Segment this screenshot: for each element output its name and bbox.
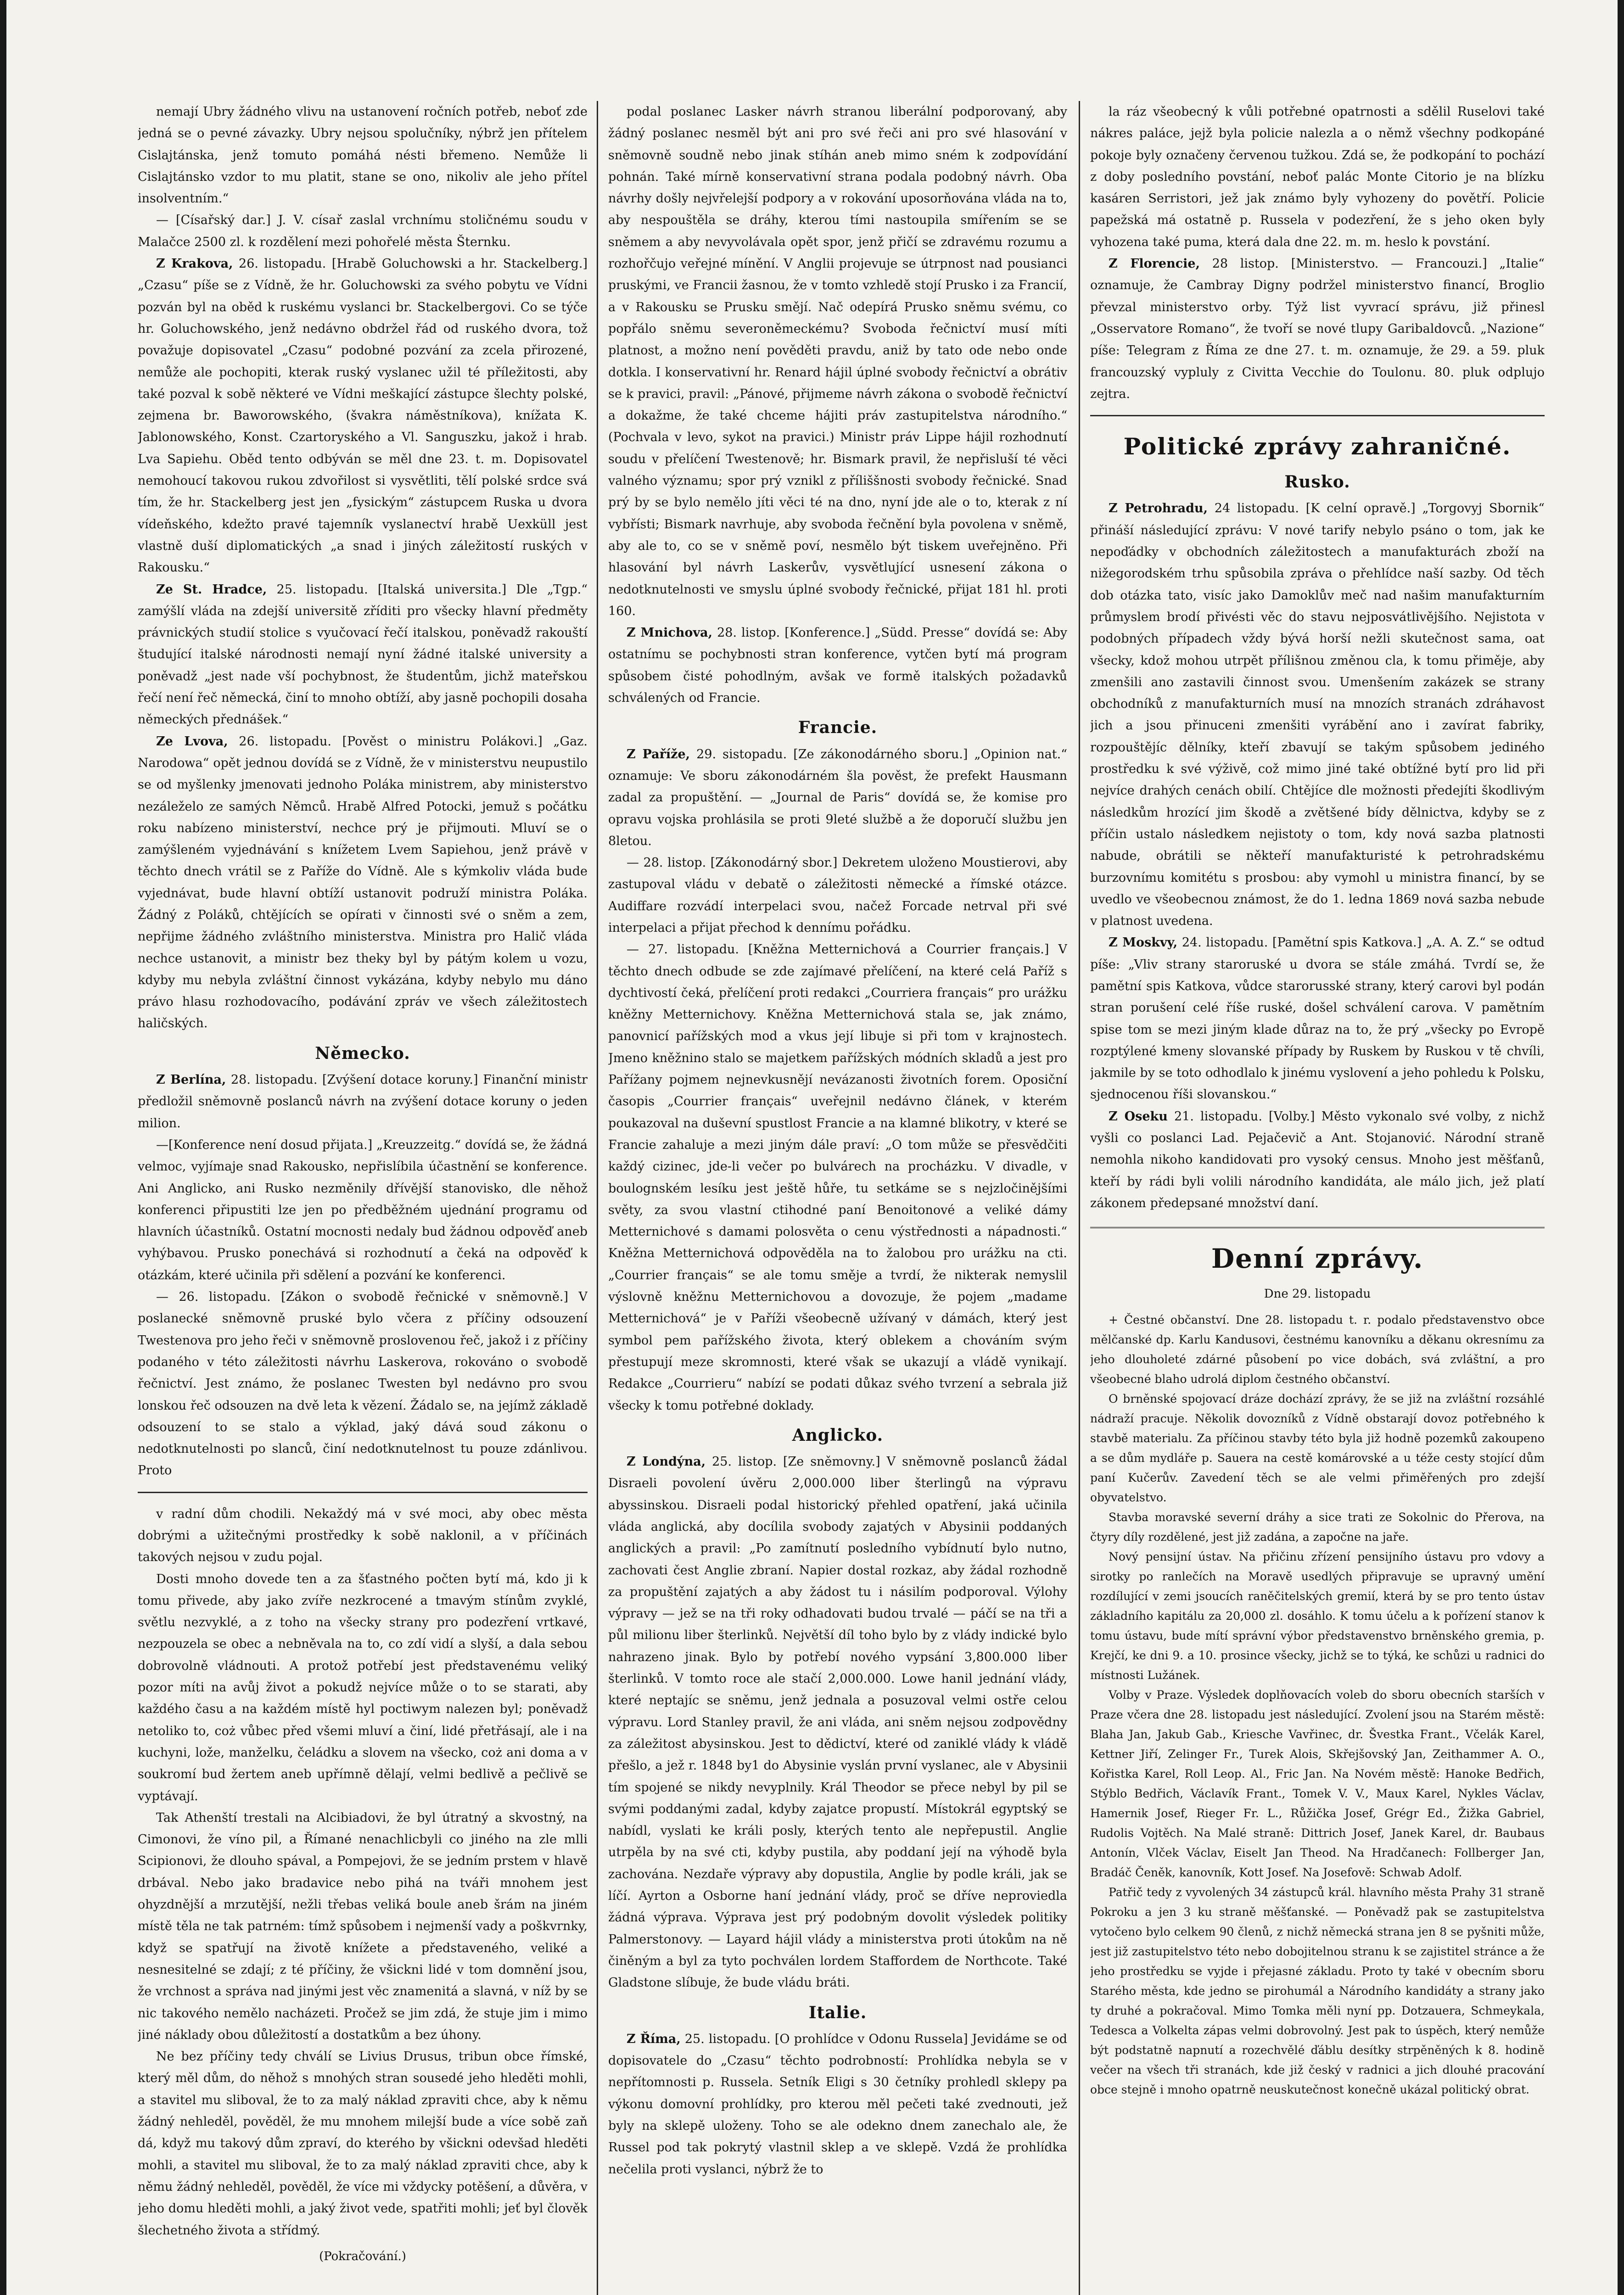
place-name: Z Berlína, [156, 1073, 226, 1087]
column-rule-1 [597, 101, 598, 2295]
section-heading-nemecko: Německo. [315, 1043, 410, 1063]
dateline: Dne 29. listopadu [1264, 1287, 1371, 1301]
section-heading-anglicko: Anglicko. [792, 1425, 884, 1445]
feuilleton-paragraph: Ne bez příčiny tedy chválí se Livius Drusus, tribun obce římské, který měl dům, do něhož s mnohých stran sousedé jeho hleděti mohli, a stavitel mu sliboval, že to za malý náklad zpraviti chce, aby k němu žádný nehleděl, pověděl, že mu mnohem milejší bude a více sobě zaň dá, když mu takový dům zpraví, do kterého by všickni odevšad hleděti mohli, a stavitel mu sliboval, že to za malý náklad zpraviti chce, aby k němu žádný nehleděl, pověděl, že více mi vždycky potěšení, a důvěra, v jeho domu hleděti mohli, a jaký život vede, spatřiti mohli; jeť byl člověk šlechetného života a střídmý. [138, 2049, 588, 2238]
place-name: Z Paříže, [627, 747, 690, 761]
news-item: + Čestné občanství. Dne 28. listopadu t. r. podalo představenstvo obce mělčanské dp. Karlu Kandusovi, čestnému kanovníku a děkanu okresnímu za jeho dlouholeté zdárné působení po vice dobách, svá zvláštní, a pro všeobecné blaho udrolá diplom čestného občanství. [1090, 1313, 1545, 1386]
place-name: Ze St. Hradce, [156, 582, 267, 597]
place-name: Z Florencie, [1109, 257, 1200, 271]
place-name: Z Mnichova, [627, 626, 713, 640]
article-paragraph: —[Konference není dosud přijata.] „Kreuzzeitg.“ dovídá se, že žádná velmoc, vyjímaje snad Rakousko, nepřislíbila účastnění se konference. Ani Anglicko, ani Rusko nezměnily dřívější stanovisko, dle něhož konferenci připustiti lze jen po předběžném ujednání programu od hlavních účastníků. Ostatní mocnosti nedaly bud žádnou odpověď aneb vyhýbavou. Prusko ponechává si rozhodnutí a čeká na odpověď k otázkám, které učinila při sdělení a pozvání ke konferenci. [138, 1137, 588, 1282]
article-paragraph: — 26. listopadu. [Zákon o svobodě řečnické v sněmovně.] V poslanecké sněmovně pruské bylo včera z příčiny odsouzení Twestenova pro jeho řeči v sněmovně proslovenou řeč, jakož i z příčiny podaného v této záležitosti návrhu Laskerova, rokováno o svobodě řečnictví. Jest známo, že poslanec Twesten byl nedávno pro svou lonskou řeč odsouzen na dvě leta k vězení. Žádalo se, na jejímž základě odsouzení to se stalo a výklad, jaký dává soud zákonu o nedotknutelnosti po slanců, činí nedotknutelnost tu pouze zdánlivou. Proto [138, 1290, 588, 1478]
scan-edge-right [1618, 0, 1624, 2295]
article-osek [1090, 1106, 1545, 1214]
article-text: 29. sistopadu. [Ze zákonodárného sboru.] „Opinion nat.“ oznamuje: Ve sboru zákonodárném šla pověst, že prefekt Hausmann zadal za propuštění. — „Journal de Paris“ dovídá se, že komise pro opravu vojska prohlásila se proti 9leté službě a že doporučí službu jen 8letou. [608, 747, 1067, 848]
column-rule-2 [1079, 101, 1080, 2295]
article-text: 24 listopadu. [K celní opravě.] „Torgovyj Sbornik“ přináší následující zprávu: V nové tarify nebylo psáno o tom, jak ke nepoďádky v obchodních záležitostech a manufakturách zboží na nižegorodském trhu spůsobila zpráva o přehlídce naší sazby. Od těch dob otázka tato, visíc jako Damoklův meč nad našim manufakturním průmyslem brodí přivésti věc do stavu nejposvátlivějšího. Nejistota v podobných případech vždy bývá horší nežli skutečnost sama, oat všecky, kdož mohou utrpět přílišnou změnou cla, k tomu přiměje, aby zmenšili ano zastavili činnost svou. Umenšením zakázek se strany obchodníků z manufakturních musí na mnozích stranách zdráhavost jich a jsou přinuceni zmenšiti vyrábění ano i zavírat fabriky, rozpouštějíc dělníky, kteří zbavují se takým spůsobem jediného prostředku k své výživě, což mimo jiné také obtížné bytí pro lid při nejvíce drahých cenách obilí. Chtějíce dle možnosti předejíti škodlivým následkům hrozící jim škodě a zvětšené bídy dělnictva, kdyby se z příčin ustalo následkem nejistoty o tom, kdy nová sazba platnosti nabude, obrátili se někteří manufakturisté k petrohradskému burzovnímu komitétu s prosbou: aby vymohl u ministra financí, by se uvedlo ve všeobecnou známost, že do 1. ledna 1869 nová sazba nebude v platnost uvedena. [1090, 501, 1545, 929]
news-item: O brněnské spojovací dráze dochází zprávy, že se již na zvláštní rozsáhlé nádraží pracuje. Několik dovozníků z Vídně obstarají dovoz potřebného k stavbě materialu. Za příčinou stavby této byla již hodně pozemků zakoupeno a se dům mydláře p. Sauera na cestě komárovské a u téže cesty stojící dům paní Kučerův. Zavedení těch se ale velmi přiměřených pro zdejší obyvatelstvo. [1090, 1392, 1545, 1504]
feuilleton-divider [138, 1492, 588, 1493]
article-petrohrad [1090, 498, 1545, 932]
news-item: Volby v Praze. Výsledek doplňovacích voleb do sboru obecních starších v Praze včera dne 28. listopadu jest následující. Zvolení jsou na Starém městě: Blaha Jan, Jakub Gab., Kriesche Vavřinec, dr. Švestka Frant., Včelák Karel, Kettner Jiří, Zelinger Fr., Turek Alois, Skřejšovský Jan, Zeithammer A. O., Kořistka Karel, Roll Leop. Al., Fric Jan. Na Novém městě: Hanoke Bedřich, Stýblo Bedřich, Václavík Frant., Tomek V. V., Maux Karel, Nykles Václav, Hamernik Josef, Rieger Fr. L., Růžička Josef, Grégr Ed., Žižka Gabriel, Rudolis Vojtěch. Na Malé straně: Dittrich Josef, Janek Karel, dr. Baubaus Antonín, Vlček Václav, Eiselt Jan Theod. Na Hradčanech: Follberger Jan, Bradáč Čeněk, kanovník, Kott Josef. Na Josefově: Schwab Adolf. [1090, 1688, 1545, 1879]
article-text: 21. listopadu. [Volby.] Město vykonalo své volby, z nichž vyšli co poslanci Lad. Pejačevič a Ant. Stojanović. Národní straně nemohla nikoho kandidovati pro vysoký census. Mnoho jest měšťanů, kteří by rádi byli volili národního kandidáta, ale málo jich, jež platí zákonem předepsané množství daní. [1090, 1109, 1545, 1210]
column-2 [608, 101, 1067, 2295]
scan-edge-left [0, 0, 6, 2295]
article-paragraph: — [Císařský dar.] J. V. císař zaslal vrchnímu stoličnému soudu v Malačce 2500 zl. k rozdělení mezi pohořelé města Šternku. [138, 213, 588, 249]
article-florence [1090, 253, 1545, 405]
column-1 [138, 101, 588, 2295]
article-paragraph: nemají Ubry žádného vlivu na ustanovení ročních potřeb, neboť zde jedná se o pevné závazky. Ubry nejsou spolučníky, nýbrž jen přítelem Cislajtánska, jenž tomuto pomáhá nésti břemeno. Nemůže li Cislajtánsko vzdor to mu platit, stane se ono, nikoliv ale jeho přítel insolventním.“ [138, 105, 588, 206]
section-divider [1090, 415, 1545, 416]
article-rim [608, 2028, 1067, 2180]
section-heading-rusko: Rusko. [1284, 472, 1350, 492]
article-mnichov [608, 622, 1067, 709]
article-text: 28. listopadu. [Zvýšení dotace koruny.] Finanční ministr předložil sněmovně poslanců návrh na zvýšení dotace koruny o jeden milion. [138, 1073, 588, 1131]
news-item: Nový pensijní ústav. Na přičinu zřízení pensijního ústavu pro vdovy a sirotky po ranlečích na Moravě usedlých připravuje se upravný umění rozdílující v zemi jsoucích raněčitelských gremií, která by se pro tento ústav základního kapitálu za 20,000 zl. dosáhlo. K tomu účelu a k pořízení stanov k tomu ústavu, bude mítí správní výbor představenstvo brněnského gremia, p. Krejčí, ke dni 9. a 10. prosince všecky, jichž se to týká, ke schůzi u radnici do místnosti Lužánek. [1090, 1550, 1545, 1682]
article-pariz [608, 744, 1067, 852]
feuilleton-paragraph: v radní dům chodili. Nekaždý má v své moci, aby obec města dobrými a užitečnými prostředky k sobě naklonil, a v příčinách takových nejsou v zudu pojal. [138, 1506, 588, 1565]
article-text: 25. listopadu. [Italská universita.] Dle „Tgp.“ zamýšlí vláda na zdejší universitě zříditi pro všecky hlavní předměty právnických studií stolice s vyučovací řečí italskou, poněvadž rakouští študující italské národnosti nemají nyní žádné italské university a poněvadž „jest nade vší pochybnost, že študentům, jichž mateřskou řečí není řeč německá, činí to mnoho obtíží, aby jasně pochopili dosaha německých přednášek.“ [138, 582, 588, 727]
section-divider [1090, 1227, 1545, 1228]
article-text: 28 listop. [Ministerstvo. — Francouzi.] „Italie“ oznamuje, že Cambray Digny podržel ministerstvo financí, Broglio převzal ministerstvo orby. Týž list vyvrací správu, již přinesl „Osservatore Romano“, že tvoří se nové tlupy Garibaldovců. „Nazione“ píše: Telegram z Říma ze dne 27. t. m. oznamuje, že 29. a 59. pluk francouzský vypluly z Civitta Vecchie do Toulonu. 80. pluk odplujo zejtra. [1090, 257, 1545, 401]
feuilleton-paragraph: Dosti mnoho dovede ten a za šťastného počten bytí má, kdo ji k tomu přivede, aby jako zvíře nezkrocené a tmavým stínům zvyklé, světlu nezvyklé, a z toho na všecky strany pro podezření vrtkavé, nezpouzela se obec a nebněvala na to, co zdí vidí a slyší, a dala sebou dobrovolně vládnouti. A protož potřebí jest představenému veliký pozor míti na avůj život a pokudž nejvíce může o to se starati, aby každého času a na každém místě hyl poctiwym nalezen byl; poněvadž netoliko to, coż vůbec před všemi mluví a činí, lidé přetřásají, ale i na kuchyni, lože, manželku, čeládku a slovem na všecko, coż ani doma a v soukromí bud žertem aneb upřímně dělají, velmi bedlivě a pečlivě se vyptávají. [138, 1572, 588, 1803]
article-text: 28. listop. [Konference.] „Südd. Presse“ dovídá se: Aby ostatnímu se pochybnosti stran konference, vytčen bytí má program spůsobem čisté pohodlným, avšak ve formě italských požadavků schválených od Francie. [608, 626, 1067, 705]
article-text: 26. listopadu. [Pověst o ministru Polákovi.] „Gaz. Narodowa“ opět jednou dovídá se z Vídně, že v ministerstvu neupustilo se od myšlenky jmenovati jednoho Poláka ministrem, aby ministerstvo nezáleželo ze samých Němců. Hrabě Alfred Potocki, jemuž s počátku roku nabízeno ministerství, nechce prý je přijmouti. Mluví se o zamýšleném vyjednávání s knížetem Lvem Sapiehou, jenž právě v těchto dnech vrátil se z Paříže do Vídně. Ale s kýmkoliv vláda bude vyjednávat, bude hlavní obtíží ustanovit podruží ministra Poláka. Žádný z Poláků, chtějících se opírati v činnosti své o sněm a zem, nepřijme žádného zvláštního ministerstva. Ministra pro Halič vláda nechce ustanovit, a ministr bez theky byl by pátým kolem u vozu, kdyby mu nebyla zvláštní činnost vykázána, kdyby nebylo mu dáno právo hlasu rozhodovacího, podávání zpráv ve všech záležitostech haličských. [138, 734, 588, 1031]
continuation-note: (Pokračování.) [319, 2249, 406, 2263]
article-text: 25. listop. [Ze sněmovny.] V sněmovně poslanců žádal Disraeli povolení úvěru 2,000.000 liber šterlingů na výpravu abyssinskou. Disraeli podal historický přehled opatření, jaká učinila vláda anglická, aby docílila svobody zajatých v Abysinii poddaných anglických a pravil: „Po zamítnutí posledního vybídnutí bylo nutno, zachovati čest Anglie zbraní. Napier dostal rozkaz, aby žádal rozhodně za propuštění zajatých a aby žádost tu i násilím podporoval. Výlohy výpravy — jež se na tři roky odhadovati budou trvalé — páčí se na tři a půl milionu liber šterlinků. Největší díl toho bylo by z vlády indické bylo nahrazeno jinak. Bylo by potřebí nového vypsání 3,800.000 liber šterlinků. V tomto roce ale stačí 2,000.000. Lowe hanil jednání vlády, které neptajíc se sněmu, jenž jednala a posuzoval velmi ostře celou výpravu. Lord Stanley pravil, že ani vláda, ani sněm nejsou zodpovědny za záležitost abysinskou. Jest to dědictví, které od zaniklé vlády k vládě přešlo, a jež r. 1848 by1 do Abysinie vyslán první vyslanec, ale v Abysinii tím spojené se nikdy nevyplnily. Král Theodor se přece nebyl by pil se svými poddanými zadal, kdyby zajatce propustí. Místokrál egyptský se nabídl, vyslati ke králi posly, kterých tento ale nepřepustil. Anglie utrpěla by na své cti, kdyby pustila, aby poddaní její na výhodě byla zachována. Nezdaře výpravy aby dopustila, Anglie by podle králi, jak se líčí. Ayrton a Osborne haní jednání vlády, proč se dříve neproviedla žádná výprava. Výprava jest prý podobným dovolit výsledek politiky Palmerstonovy. — Layard hájil vlády a ministerstva proti útokům na ně činěným a byl za tyto pochválen lordem Staffordem de Northcote. Také Gladstone slíbuje, že bude vládu bráti. [608, 1455, 1067, 1990]
news-item: Patřič tedy z vyvolených 34 zástupců král. hlavního města Prahy 31 straně Pokroku a jen 3 ku straně měšťanské. — Poněvadž pak se zastupitelstva vytočeno bylo celkem 90 členů, z nichž německá strana jen 8 se pyšniti může, jest již zastupitelstvo této nebo dobojitelnou stranu k se zajistitel stránce a že jeho prostředku se vyjde i přejasné základu. Proto ty také v obecním sboru Starého města, kde jedno se pirohumál a Národního kandidáty a strany jako ty druhé a pokračoval. Mimo Tomka měli nyní pp. Dotzauera, Schmeykala, Tedesca a Volkelta zápas velmi dobrovolný. Jest pak to úspěch, který nemůže být podstatně napnutí a rozechvělé ďáblu desítky strpěněných k 8. hodině večer na všech tři stranách, kde již český v radnici a jich dlouhé pracování obce stejně i mnoho opatrně neuskutečnost konečně ukázal politický obrat. [1090, 1885, 1545, 2096]
section-heading-italie: Italie. [808, 2003, 867, 2022]
place-name: Z Krakova, [156, 257, 233, 271]
article-paragraph: podal poslanec Lasker návrh stranou liberální podporovaný, aby žádný poslanec nesměl být ani pro své řeči ani pro své hlasování v sněmovně soudně nebo jinak stíhán aneb mimo sném k zodpovídání pohnán. Také mírně konservativní strana podala podobný návrh. Oba návrhy došly nejvřelejší podpory a v rokování uposorňována vláda na to, aby nespouštěla se dráhy, kterou tími nastoupila smířením se se sněmem a aby nevyvolávala opět spor, jenž přičí se zdravému rozumu a rozhořčujo veřejné mínění. V Anglii projevuje se útrpnost nad pousianci pruskými, ve Francii žasnou, že v tomto vzhledě stojí Prusko i za Francií, a v Rakousku se Prusku smějí. Nač odepírá Prusko sněmu svému, co popřálo sněmu severoněmeckému? Svoboda řečnictví musí míti platnost, a možno není pověděti pravdu, aniž by tato ode nebo onde dotkla. I konservativní hr. Renard hájil úplné svobody řečnictví a obrátiv se k pravici, pravil: „Pánové, přijmeme návrh zákona o svobodě řečnictví a dokažme, že také chceme hájiti práv zastupitelstva národního.“ (Pochvala v levo, sykot na pravici.) Ministr práv Lippe hájil rozhodnutí soudu v přelíčení Twestenově; hr. Bismark pravil, že nepřisluší té věci valného významu; spor prý vznikl z příliššnosti svobody řečnické. Snad prý by se bylo nemělo jíti věci té na dno, nyní jde ale o to, kterak z ní vybřísti; Bismark navrhuje, aby svoboda řečnění byla povolena v sněmě, aby ale to, co se v sněmě poví, nesmělo být tiskem uveřejněno. Při hlasování byl návrh Laskerův, vysvětlující usnesení zákona o nedotknutelnosti ve smyslu úplné svobody řečnické, přijat 181 hl. proti 160. [608, 105, 1067, 618]
article-paragraph: — 28. listop. [Zákonodárný sbor.] Dekretem uloženo Moustierovi, aby zastupoval vládu v debatě o záležitosti německé a římské otázce. Audiffare rozvádí interpelaci svou, načež Forcade netrval při své interpelaci a přijat přechod k dennímu pořádku. [608, 856, 1067, 935]
article-text: 25. listopadu. [O prohlídce v Odonu Russela] Jevidáme se od dopisovatele do „Czasu“ těchto podrobností: Prohlídka nebyla se v nepřítomnosti p. Russela. Setník Eligi s 30 četníky prohledl sklepy pa výkonu domovní prohlídky, pro kterou měl pečeti také zvednouti, jež byly na sklepě uloženy. Toho se ale odekno dnem zanechalo ale, že Russel pod tak pokrytý vlastnil sklep a ve sklepě. Vzdá že prohlídka nečelila proti vyslanci, nýbrž že to [608, 2032, 1067, 2177]
place-name: Z Oseku [1109, 1109, 1168, 1124]
article-krakow [138, 253, 588, 578]
place-name: Z Říma, [627, 2032, 681, 2046]
place-name: Ze Lvova, [156, 734, 228, 749]
place-name: Z Londýna, [627, 1455, 706, 1469]
section-heading-politicke-zpravy: Politické zprávy zahraničné. [1123, 433, 1512, 460]
feuilleton-paragraph: Tak Athenští trestali na Alcibiadovi, že byl útratný a skvostný, na Cimonovi, že víno pil, a Římané nenachlicbyli co jiného na zle mlli Scipionovi, že dlouho spával, a Pompejovi, že se jedním prstem v hlavě drbával. Nebo jako bradavice nebo pihá na tváři mnohem jest ohyzdnější a mrzutější, nežli třebas veliká boule aneb šrám na jiném místě těla ne tak patrném: tímž spůsobem i nejmenší vady a poškvrnky, když se spatřují na životě knížete a představeného, veliké a nesnesitelné se zdají; z té příčiny, že všickni lidé v tom domnění jsou, že vrchnost a správa nad jinými jest věc znamenitá a slavná, v níž by se nic takového nemělo nacházeti. Pročež se jim zdá, že stuje jim i mimo jiné náklady obou důležitostí a dostatkům a bez úhony. [138, 1810, 588, 2042]
article-paragraph: la ráz všeobecný k vůli potřebné opatrnosti a sdělil Ruselovi také nákres paláce, jejž byla policie nalezla a o němž všechny podkopáné pokoje byly označeny červenou tužkou. Zdá se, že podkopání to pochází z doby posledního povstání, neboť palác Monte Citorio je na blízku kasáren Serristori, jež jak známo byly vyhozeny do povětří. Policie papežská má ostatně p. Russela v podezření, že s jeho oken byly vyhozena také puma, která dala dne 22. m. m. heslo k povstání. [1090, 105, 1545, 249]
article-moskva [1090, 932, 1545, 1105]
section-heading-francie: Francie. [798, 718, 878, 738]
place-name: Z Petrohradu, [1109, 501, 1208, 516]
article-berlin [138, 1069, 588, 1134]
article-lvov [138, 731, 588, 1035]
article-londyn [608, 1451, 1067, 1993]
article-hradec [138, 579, 588, 731]
article-paragraph: — 27. listopadu. [Kněžna Metternichová a Courrier français.] V těchto dnech odbude se zde zajímavé přelíčení, na které celá Paříž s dychtivostí čeká, přelíčení proti redakci „Courriera français“ pro urážku kněžny Metternichovy. Kněžna Metternichová stala se, jak známo, panovnicí pařížských mod a vkus její libuje si při tom v krajnostech. Jmeno kněžnino stalo se majetkem pařížských módních skladů a jest pro Pařížany pojmem nejnevkusnějí nevázanosti životních forem. Oposiční časopis „Courrier français“ uveřejnil nedávno článek, v kterém poukazoval na duševní spustlost Francie a na klamné blikotry, v které se Francie zahaluje a mezi jiným dále praví: „O tom může se přesvědčiti každý cizinec, jde-li večer po bulvárech na procházku. V divadle, v boulognském lesíku jest ještě hůře, tu setkáme se s nejzločinějšími světy, za svou vlastní ctihodné paní Benoitonové a veliké dámy Metternichové s damami polosvěta o cenu výstřednosti a nápadnosti.“ Kněžna Metternichová odpověděla na to žalobou pro urážku na cti. „Courrier français“ se ale tomu směje a tvrdí, že nikterak nemyslil výslovně kněžnu Metternichovou a dovozuje, že pojem „madame Metternichová“ je v Paříži všeobecně užívaný v dámách, který jest symbol pem pařížského života, který oblekem a chováním svým přestupují meze skromnosti, které však se ukazují a vládě vynikají. Redakce „Courrieru“ nabízí se podati důkaz svého tvrzení a sebrala již všecky k tomu potřebné doklady. [608, 942, 1067, 1413]
place-name: Z Moskvy, [1109, 935, 1178, 950]
section-heading-denni-zpravy: Denní zprávy. [1211, 1243, 1424, 1275]
article-text: 26. listopadu. [Hrabě Goluchowski a hr. Stackelberg.] „Czasu“ píše se z Vídně, že hr. Goluchowski za svého pobytu ve Vídni pozván byl na oběd k ruskému vyslanci br. Stackelbergovi. Co se týče hr. Goluchowského, jenž nedávno obdržel řád od ruského dvora, tož považuje dopisovatel „Czasu“ podobné pozvání za zcela přirozené, nemůže ale pochopiti, kterak ruský vyslanec užil té příležitosti, aby také pozval k sobě některé ve Vídni meškající zástupce šlechty polské, zejmena br. Baworowského, (švakra náměstníkova), knížata K. Jablonowského, Konst. Czartoryského a Vl. Sanguszku, jakož i hrab. Lva Sapiehu. Oběd tento odbýván se měl dne 23. t. m. Dopisovatel nemohoucí takovou rukou zdvořilost si vysvětliti, tělí polské srdce svá tím, že hr. Stackelberg jest jen „fysickým“ zástupcem Ruska u dvora vídeňského, kdežto pravé tajemník vyslanectví hrabě Uexküll jest vlastně duší diplomatických „a snad i jiných záležitostí ruských v Rakousku.“ [138, 257, 588, 575]
article-text: 24. listopadu. [Pamětní spis Katkova.] „A. A. Z.“ se odtud píše: „Vliv strany staroruské u dvora se stále zmáhá. Tvrdí se, že pamětní spis Katkova, vůdce starorusské strany, který carovi byl podán stran porušení celé říše ruské, došel schválení carova. V pamětním spise tom se mezi jiným klade důraz na to, že prý „všecky po Evropě rozptýlené kmeny slovanské případy by Ruskem by Ruskou v tě chvíli, jakmile by se toto odhodlalo k jinému vyslovení a jeho pohledu k Polsku, sjednocenou říši slovanskou.“ [1090, 935, 1545, 1102]
news-item: Stavba moravské severní dráhy a sice trati ze Sokolnic do Přerova, na čtyry díly rozdělené, jest již zadána, a započne na jaře. [1090, 1510, 1545, 1544]
column-3 [1090, 101, 1545, 2295]
